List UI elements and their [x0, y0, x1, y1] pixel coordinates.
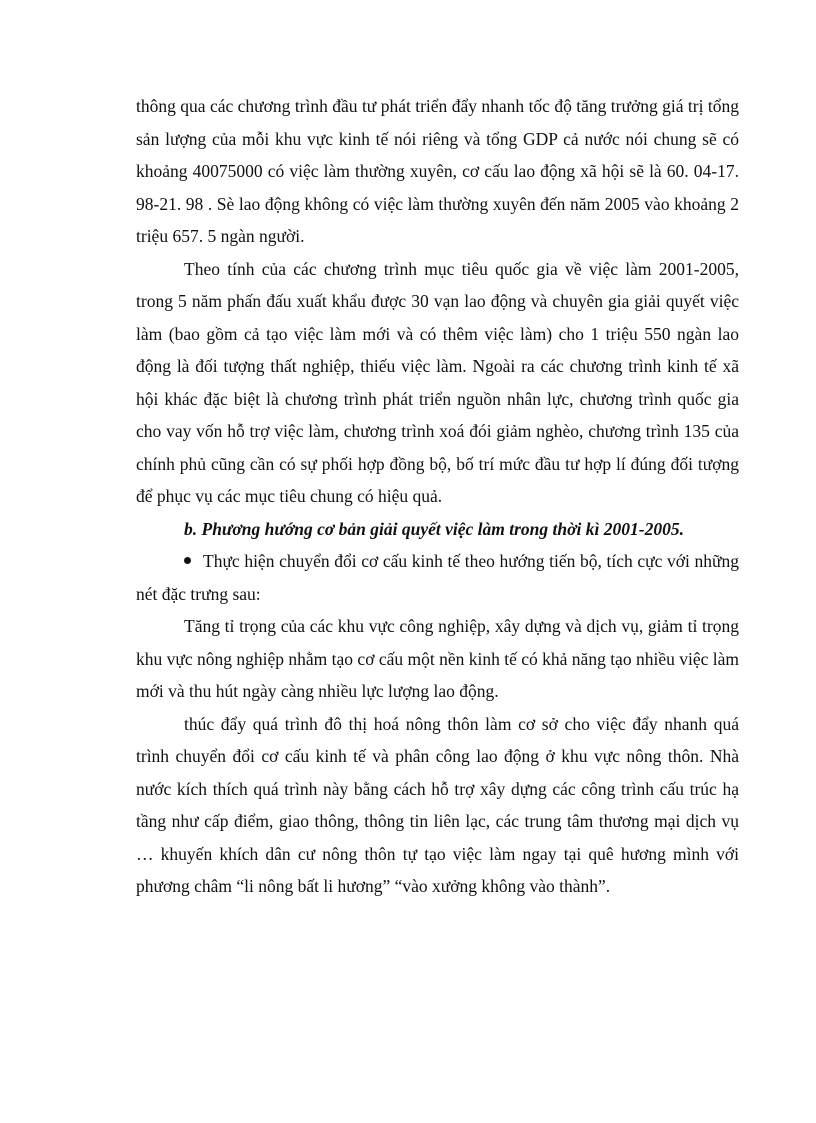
bullet-dot-icon: [184, 557, 191, 564]
paragraph-2: Theo tính của các chương trình mục tiêu quốc gia về việc làm 2001-2005, trong 5 năm phấn đấu xuất khẩu được 30 vạn lao động và chuyên gia giải quyết việc làm (bao gồm cả tạo việc làm mới và có thêm việc làm) cho 1 triệu 550 ngàn lao động là đối tượng thất nghiệp, thiếu việc làm. Ngoài ra các chương trình kinh tế xã hội khác đặc biệt là chương trình phát triển nguồn nhân lực, chương trình quốc gia cho vay vốn hỗ trợ việc làm, chương trình xoá đói giảm nghèo, chương trình 135 của chính phủ cũng cần có sự phối hợp đồng bộ, bố trí mức đầu tư hợp lí đúng đối tượng để phục vụ các mục tiêu chung có hiệu quả.: [136, 258, 739, 506]
paragraph-1: thông qua các chương trình đầu tư phát triển đẩy nhanh tốc độ tăng trưởng giá trị tổng sản lượng của mỗi khu vực kinh tế nói riêng và tổng GDP cả nước nói chung sẽ có khoảng 40075000 có việc làm thường xuyên, cơ cấu lao động xã hội sẽ là 60. 04-17. 98-21. 98 . Sè lao động không có việc làm thường xuyên đến năm 2005 vào khoảng 2 triệu 657. 5 ngàn người.: [136, 96, 739, 246]
bullet-item: [136, 545, 739, 610]
paragraph-3: Tăng tỉ trọng của các khu vực công nghiệp, xây dựng và dịch vụ, giảm tỉ trọng khu vực nông nghiệp nhằm tạo cơ cấu một nền kinh tế có khả năng tạo nhiều việc làm mới và thu hút ngày càng nhiều lực lượng lao động.: [136, 616, 739, 701]
bullet-item-text: Thực hiện chuyển đổi cơ cấu kinh tế theo hướng tiến bộ, tích cực với những nét đặc trưng sau:: [136, 551, 739, 604]
paragraph-4: thúc đẩy quá trình đô thị hoá nông thôn làm cơ sở cho việc đẩy nhanh quá trình chuyển đổi cơ cấu kinh tế và phân công lao động ở khu vực nông thôn. Nhà nước kích thích quá trình này bằng cách hỗ trợ xây dựng các công trình cấu trúc hạ tầng như cấp điểm, giao thông, thông tin liên lạc, các trung tâm thương mại dịch vụ … khuyến khích dân cư nông thôn tự tạo việc làm ngay tại quê hương mình với phương châm “li nông bất li hương” “vào xưởng không vào thành”.: [136, 713, 739, 896]
section-heading: b. Phương hướng cơ bản giải quyết việc làm trong thời kì 2001-2005.: [184, 518, 684, 539]
document-page: [136, 90, 739, 903]
